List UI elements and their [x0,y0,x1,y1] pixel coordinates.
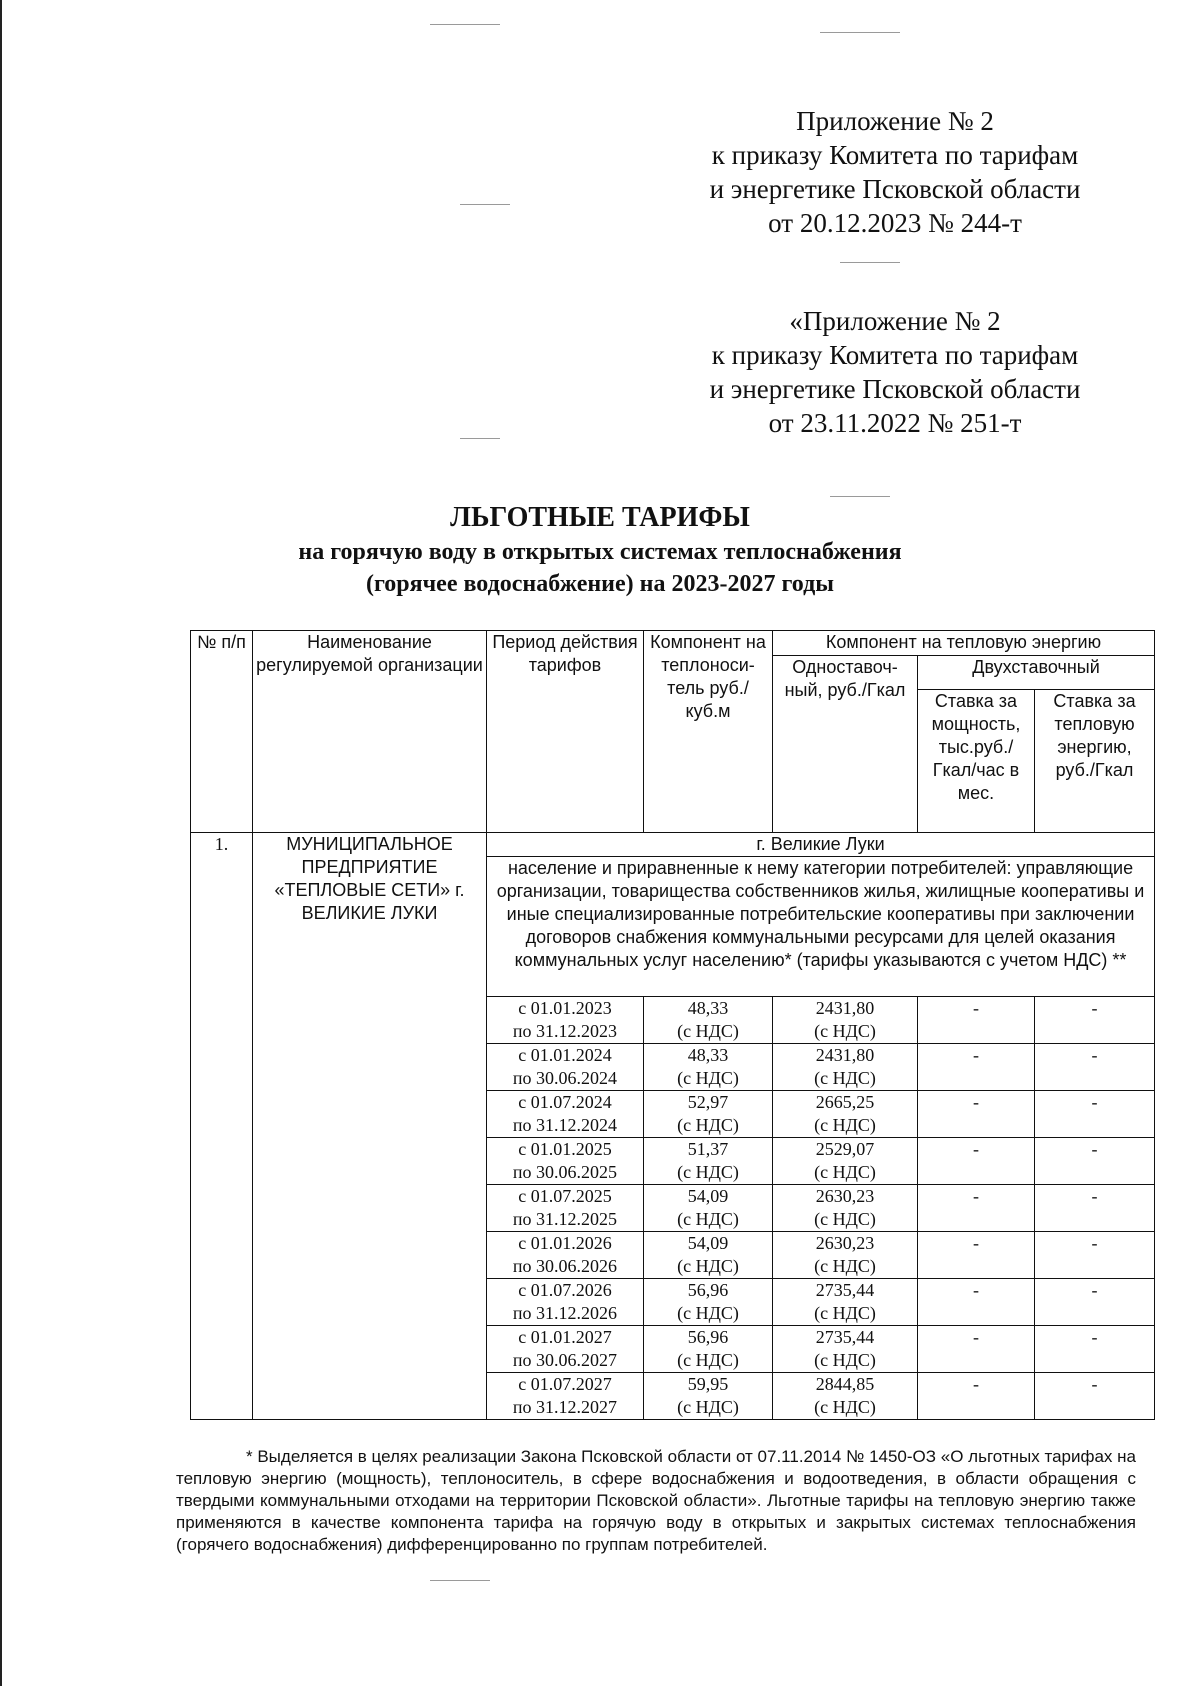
appendix-line: от 23.11.2022 № 251-т [768,408,1022,438]
coolant-value: 51,37 [687,1139,729,1159]
capacity-rate-cell: - [918,1373,1035,1420]
single-rate-value: 2844,85 [815,1374,875,1394]
single-rate-cell [773,997,918,1044]
single-rate-value: 2665,25 [815,1092,875,1112]
single-rate-value: 2735,44 [815,1280,875,1300]
scan-noise [430,1580,490,1581]
appendix-line: и энергетике Псковской области [709,174,1081,204]
coolant-cell [644,1185,773,1232]
appendix-header-previous [680,304,1110,440]
capacity-rate-cell: - [918,1232,1035,1279]
header-capacity-rate: Ставка за мощность, тыс.руб./ Гкал/час в мес. [918,690,1035,833]
vat-note: (с НДС) [814,1303,876,1323]
coolant-cell [644,1326,773,1373]
title-line: на горячую воду в открытых системах теплоснабжения [298,539,902,565]
appendix-line: «Приложение № 2 [789,306,1001,336]
period-from: с 01.07.2027 [518,1374,612,1394]
coolant-value: 54,09 [687,1233,729,1253]
coolant-value: 56,96 [687,1327,729,1347]
period-to: по 31.12.2026 [512,1303,618,1323]
single-rate-cell [773,1185,918,1232]
single-rate-value: 2630,23 [815,1233,875,1253]
period-cell [487,1138,644,1185]
period-to: по 30.06.2024 [512,1068,618,1088]
single-rate-cell [773,1138,918,1185]
period-cell [487,1185,644,1232]
single-rate-value: 2431,80 [815,998,875,1018]
capacity-rate-cell: - [918,1138,1035,1185]
scan-noise [430,24,500,25]
vat-note: (с НДС) [814,1397,876,1417]
single-rate-value: 2735,44 [815,1327,875,1347]
coolant-cell [644,1044,773,1091]
header-organization: Наименование регулируемой организации [253,631,487,833]
energy-rate-cell: - [1035,1232,1155,1279]
single-rate-value: 2529,07 [815,1139,875,1159]
appendix-line: к приказу Комитета по тарифам [711,340,1079,370]
capacity-rate-cell: - [918,1185,1035,1232]
single-rate-cell [773,1091,918,1138]
vat-note: (с НДС) [677,1021,739,1041]
header-heat-component: Компонент на тепловую энергию [773,631,1155,656]
coolant-value: 56,96 [687,1280,729,1300]
vat-note: (с НДС) [814,1350,876,1370]
energy-rate-cell: - [1035,1091,1155,1138]
header-single-rate: Одноставоч-ный, руб./Гкал [773,656,918,833]
city-name: г. Великие Луки [487,833,1155,857]
coolant-value: 59,95 [687,1374,729,1394]
vat-note: (с НДС) [677,1350,739,1370]
period-to: по 31.12.2024 [512,1115,618,1135]
tariff-table [190,630,1155,1420]
coolant-value: 48,33 [687,998,729,1018]
scan-noise [830,496,890,497]
header-period: Период действия тарифов [487,631,644,833]
capacity-rate-cell: - [918,1279,1035,1326]
capacity-rate-cell: - [918,1326,1035,1373]
period-to: по 30.06.2027 [512,1350,618,1370]
single-rate-value: 2431,80 [815,1045,875,1065]
capacity-rate-cell: - [918,997,1035,1044]
coolant-cell [644,1232,773,1279]
vat-note: (с НДС) [814,1115,876,1135]
period-to: по 30.06.2026 [512,1256,618,1276]
organization-name: МУНИЦИПАЛЬНОЕ ПРЕДПРИЯТИЕ «ТЕПЛОВЫЕ СЕТИ» г. ВЕЛИКИЕ ЛУКИ [253,833,487,1420]
vat-note: (с НДС) [677,1115,739,1135]
single-rate-value: 2630,23 [815,1186,875,1206]
consumer-category: население и приравненные к нему категории потребителей: управляющие организации, товарищества собственников жилья, жилищные кооперативы и иные специализированные потребительские кооперативы при заключении договоров снабжения коммунальными ресурсами для целей оказания коммунальных услуг населению* (тарифы указываются с учетом НДС) ** [487,857,1155,997]
vat-note: (с НДС) [814,1068,876,1088]
coolant-cell [644,1279,773,1326]
period-cell [487,997,644,1044]
vat-note: (с НДС) [677,1256,739,1276]
vat-note: (с НДС) [677,1068,739,1088]
period-from: с 01.01.2024 [518,1045,612,1065]
scan-noise [460,438,500,439]
capacity-rate-cell: - [918,1044,1035,1091]
vat-note: (с НДС) [677,1209,739,1229]
vat-note: (с НДС) [814,1256,876,1276]
energy-rate-cell: - [1035,997,1155,1044]
period-cell [487,1373,644,1420]
period-from: с 01.01.2026 [518,1233,612,1253]
period-to: по 31.12.2025 [512,1209,618,1229]
coolant-cell [644,1091,773,1138]
capacity-rate-cell: - [918,1091,1035,1138]
period-cell [487,1326,644,1373]
period-to: по 30.06.2025 [512,1162,618,1182]
single-rate-cell [773,1373,918,1420]
period-from: с 01.01.2027 [518,1327,612,1347]
header-energy-rate: Ставка за тепловую энергию, руб./Гкал [1035,690,1155,833]
period-to: по 31.12.2027 [512,1397,618,1417]
row-number: 1. [191,833,253,1420]
vat-note: (с НДС) [814,1162,876,1182]
coolant-cell [644,997,773,1044]
vat-note: (с НДС) [677,1162,739,1182]
header-num: № п/п [191,631,253,833]
appendix-line: и энергетике Псковской области [709,374,1081,404]
appendix-line: Приложение № 2 [796,106,994,136]
coolant-cell [644,1138,773,1185]
single-rate-cell [773,1044,918,1091]
header-coolant: Компонент на теплоноси-тель руб./куб.м [644,631,773,833]
vat-note: (с НДС) [677,1397,739,1417]
period-from: с 01.07.2025 [518,1186,612,1206]
title-line: (горячее водоснабжение) на 2023-2027 годы [366,571,834,597]
period-to: по 31.12.2023 [512,1021,618,1041]
coolant-value: 54,09 [687,1186,729,1206]
coolant-value: 48,33 [687,1045,729,1065]
energy-rate-cell: - [1035,1185,1155,1232]
single-rate-cell [773,1232,918,1279]
period-cell [487,1044,644,1091]
appendix-line: к приказу Комитета по тарифам [711,140,1079,170]
scan-noise [460,204,510,205]
document-title [150,500,1050,600]
appendix-line: от 20.12.2023 № 244-т [768,208,1022,238]
appendix-header-current [680,104,1110,240]
vat-note: (с НДС) [814,1021,876,1041]
city-row [191,833,1155,857]
period-from: с 01.07.2024 [518,1092,612,1112]
coolant-value: 52,97 [687,1092,729,1112]
energy-rate-cell: - [1035,1138,1155,1185]
scan-edge-line [0,0,2,1686]
single-rate-cell [773,1326,918,1373]
single-rate-cell [773,1279,918,1326]
footnote: * Выделяется в целях реализации Закона Псковской области от 07.11.2014 № 1450-ОЗ «О льготных тарифах на тепловую энергию (мощность), теплоноситель, в сфере водоснабжения и водоотведения, в области обращения с твердыми коммунальными отходами на территории Псковской области». Льготные тарифы на тепловую энергию также применяются в качестве компонента тарифа на горячую воду в открытых и закрытых системах теплоснабжения (горячего водоснабжения) дифференцированно по группам потребителей. [176,1447,1136,1554]
header-two-part: Двухставочный [918,656,1155,690]
coolant-cell [644,1373,773,1420]
header-row [191,631,1155,656]
energy-rate-cell: - [1035,1044,1155,1091]
energy-rate-cell: - [1035,1279,1155,1326]
period-cell [487,1091,644,1138]
scan-noise [840,262,900,263]
period-cell [487,1279,644,1326]
vat-note: (с НДС) [677,1303,739,1323]
energy-rate-cell: - [1035,1326,1155,1373]
period-from: с 01.01.2025 [518,1139,612,1159]
period-from: с 01.07.2026 [518,1280,612,1300]
vat-note: (с НДС) [814,1209,876,1229]
period-cell [487,1232,644,1279]
period-from: с 01.01.2023 [518,998,612,1018]
energy-rate-cell: - [1035,1373,1155,1420]
title-line: ЛЬГОТНЫЕ ТАРИФЫ [450,502,750,533]
scan-noise [820,32,900,33]
